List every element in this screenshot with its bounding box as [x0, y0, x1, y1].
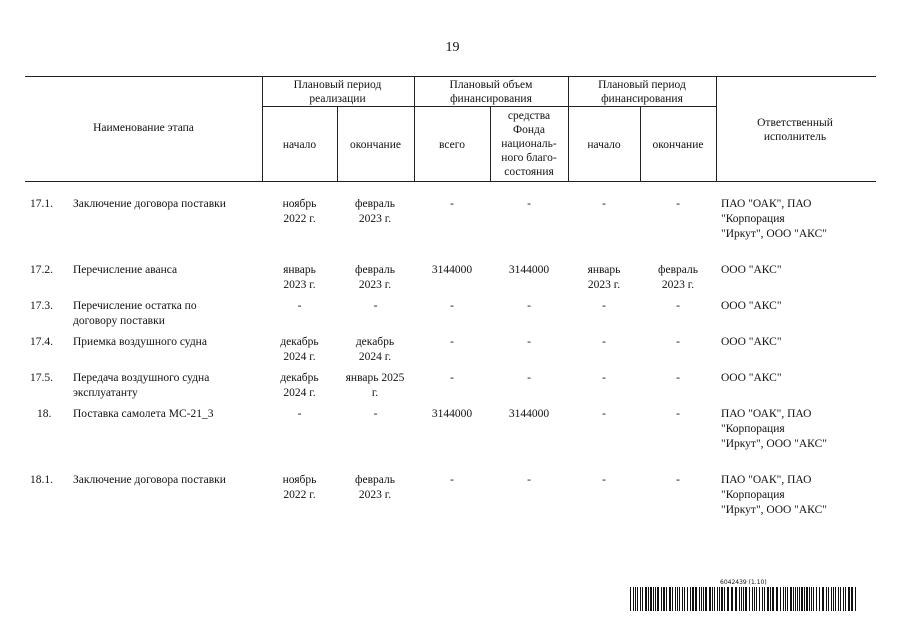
row-total: 3144000 — [431, 264, 473, 276]
row-fund: - — [527, 198, 531, 210]
row-total: - — [450, 300, 454, 312]
row-responsible: ООО "АКС" — [721, 372, 782, 384]
col-divider — [414, 76, 415, 181]
row-fin-end: - — [676, 372, 680, 384]
page-number: 19 — [445, 40, 460, 55]
table-top-border — [25, 76, 876, 77]
row-fund: - — [527, 300, 531, 312]
row-fund: 3144000 — [508, 408, 550, 420]
col-divider — [262, 76, 263, 181]
row-fund: - — [527, 474, 531, 486]
row-responsible: ООО "АКС" — [721, 300, 782, 312]
row-fin-start: - — [602, 474, 606, 486]
barcode-number: 6042439 (1.10) — [720, 579, 767, 586]
row-total: - — [450, 336, 454, 348]
row-fin-end: - — [676, 408, 680, 420]
header-total: всего — [439, 139, 465, 151]
row-responsible: ООО "АКС" — [721, 336, 782, 348]
row-total: - — [450, 198, 454, 210]
row-impl-end: январь 2025 г. — [345, 372, 405, 399]
row-impl-end: - — [373, 300, 378, 312]
header-impl-period: Плановый период реализации — [293, 79, 382, 105]
header-subdivider — [262, 106, 716, 107]
row-fin-start: - — [602, 336, 606, 348]
barcode — [630, 587, 856, 611]
header-start: начало — [282, 139, 317, 151]
header-fin-volume: Плановый объем финансирования — [449, 79, 533, 105]
row-impl-end: февраль 2023 г. — [355, 474, 395, 501]
row-stage-name: Перечисление аванса — [73, 264, 178, 276]
row-fin-start: - — [602, 408, 606, 420]
row-impl-end: - — [373, 408, 378, 420]
row-impl-start: ноябрь 2022 г. — [282, 474, 317, 501]
row-fin-end: февраль 2023 г. — [658, 264, 698, 291]
row-responsible: ПАО "ОАК", ПАО "Корпорация "Иркут", ООО "АКС" — [721, 198, 827, 240]
row-number: 17.4. — [30, 336, 53, 348]
row-number: 17.2. — [30, 264, 53, 276]
row-fin-start: - — [602, 198, 606, 210]
row-fund: 3144000 — [508, 264, 550, 276]
row-number: 18. — [37, 408, 52, 420]
row-fin-end: - — [676, 300, 680, 312]
row-stage-name: Поставка самолета МС-21_3 — [73, 408, 214, 420]
row-fin-end: - — [676, 198, 680, 210]
header-end: окончание — [350, 139, 401, 151]
row-responsible: ПАО "ОАК", ПАО "Корпорация "Иркут", ООО "АКС" — [721, 408, 827, 450]
row-fund: - — [527, 372, 531, 384]
row-fund: - — [527, 336, 531, 348]
col-divider — [568, 76, 569, 181]
row-fin-start: - — [602, 372, 606, 384]
header-fin-period: Плановый период финансирования — [598, 79, 686, 105]
row-fin-start: - — [602, 300, 606, 312]
row-total: - — [450, 372, 454, 384]
row-responsible: ПАО "ОАК", ПАО "Корпорация "Иркут", ООО "АКС" — [721, 474, 827, 516]
row-responsible: ООО "АКС" — [721, 264, 782, 276]
header-responsible: Ответственный исполнитель — [757, 117, 833, 143]
row-impl-end: февраль 2023 г. — [355, 264, 395, 291]
row-stage-name: Передача воздушного судна эксплуатанту — [73, 372, 210, 399]
row-number: 17.5. — [30, 372, 53, 384]
row-fin-end: - — [676, 474, 680, 486]
row-number: 17.1. — [30, 198, 53, 210]
row-stage-name: Перечисление остатка по договору поставки — [73, 300, 197, 327]
header-fin-start: начало — [587, 139, 621, 151]
row-impl-start: - — [297, 300, 302, 312]
row-stage-name: Приемка воздушного судна — [73, 336, 207, 348]
row-number: 18.1. — [30, 474, 53, 486]
col-divider — [490, 106, 491, 181]
row-impl-end: февраль 2023 г. — [355, 198, 395, 225]
header-fin-end: окончание — [652, 139, 704, 151]
row-total: 3144000 — [431, 408, 473, 420]
row-impl-start: ноябрь 2022 г. — [282, 198, 317, 225]
row-stage-name: Заключение договора поставки — [73, 198, 226, 210]
row-stage-name: Заключение договора поставки — [73, 474, 226, 486]
row-impl-end: декабрь 2024 г. — [355, 336, 395, 363]
header-stage-name: Наименование этапа — [93, 122, 194, 134]
table-header-bottom-border — [25, 181, 876, 182]
header-fund: средства Фонда националь-ного благо-состояния — [501, 110, 557, 178]
row-fin-start: январь 2023 г. — [587, 264, 621, 291]
row-impl-start: декабрь 2024 г. — [280, 336, 319, 363]
row-fin-end: - — [676, 336, 680, 348]
row-impl-start: декабрь 2024 г. — [280, 372, 319, 399]
row-impl-start: - — [297, 408, 302, 420]
row-number: 17.3. — [30, 300, 53, 312]
col-divider — [716, 76, 717, 181]
row-total: - — [450, 474, 454, 486]
row-impl-start: январь 2023 г. — [283, 264, 316, 291]
